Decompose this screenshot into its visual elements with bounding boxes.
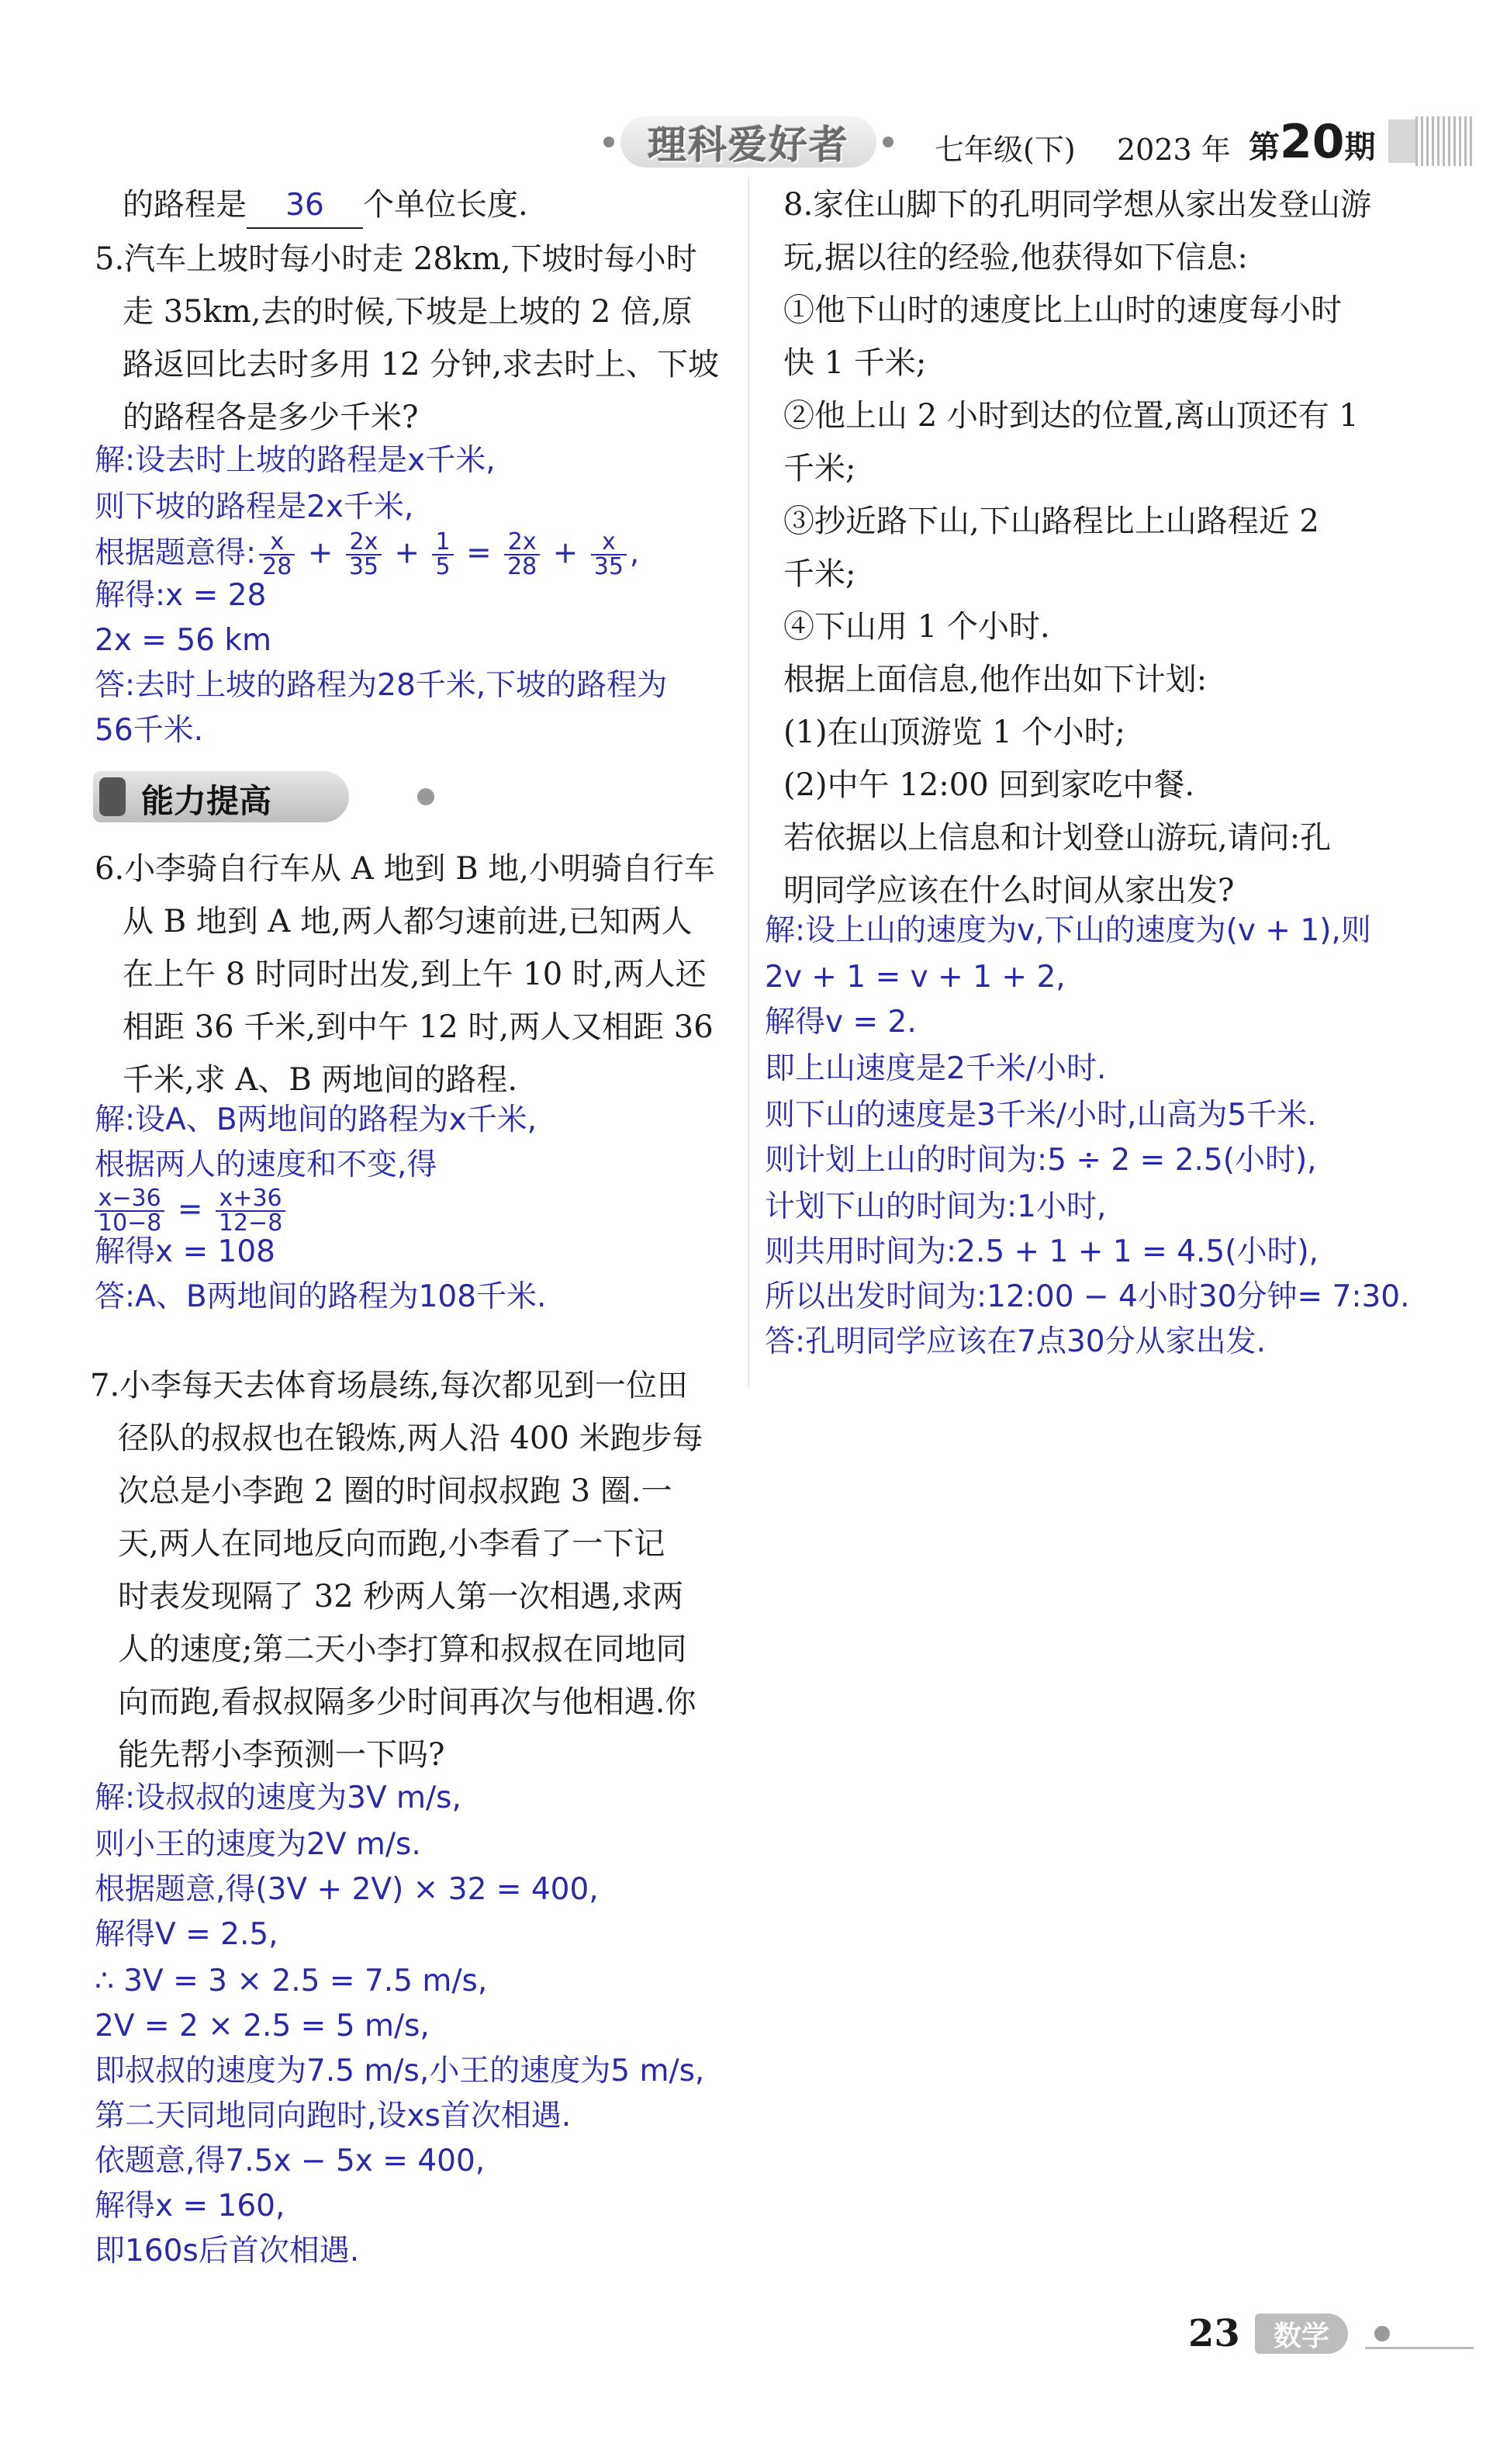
q8-solution-line: 则下山的速度是3千米/小时,山高为5千米. xyxy=(765,1098,1317,1133)
q8-line: ④下山用 1 个小时. xyxy=(783,609,1050,645)
year-label: 2023 年 xyxy=(1117,133,1231,167)
fraction-denominator: 12−8 xyxy=(218,1210,283,1237)
q5-line: 5.汽车上坡时每小时走 28km,下坡时每小时 xyxy=(95,241,697,277)
q8-line: ③抄近路下山,下山路程比上山路程近 2 xyxy=(783,504,1319,539)
footer-rule xyxy=(1365,2347,1474,2349)
q6-solution-line: 解得x = 108 xyxy=(95,1234,275,1269)
q8-line: 千米; xyxy=(783,556,856,592)
q8-line: 玩,据以往的经验,他获得如下信息: xyxy=(783,240,1248,275)
q8-line: ②他上山 2 小时到达的位置,离山顶还有 1 xyxy=(783,398,1359,434)
fraction-numerator: x xyxy=(591,531,627,555)
q8-line: 千米; xyxy=(783,451,856,486)
fraction-numerator: 2x xyxy=(346,531,382,555)
header-decoration xyxy=(1388,119,1416,163)
bullet-icon xyxy=(603,137,614,147)
q8-line: (2)中午 12:00 回到家吃中餐. xyxy=(783,767,1195,803)
column-divider xyxy=(748,177,749,1387)
q6-line: 千米,求 A、B 两地间的路程. xyxy=(123,1062,518,1098)
q8-solution-line: 解:设上山的速度为v,下山的速度为(v + 1),则 xyxy=(765,913,1371,948)
q8-line: 快 1 千米; xyxy=(783,345,927,381)
fraction-denominator: 28 xyxy=(262,553,292,580)
q4-tail-text: 的路程是 xyxy=(123,187,247,223)
fraction-numerator: 2x xyxy=(504,531,540,555)
equation-prefix: 根据题意得: xyxy=(95,535,257,571)
q6-line: 6.小李骑自行车从 A 地到 B 地,小明骑自行车 xyxy=(95,851,716,887)
q8-solution-line: 即上山速度是2千米/小时. xyxy=(765,1051,1107,1086)
page-number: 23 xyxy=(1188,2312,1240,2355)
q6-solution-line: 解:设A、B两地间的路程为x千米, xyxy=(95,1102,537,1137)
q8-solution-line: 则计划上山的时间为:5 ÷ 2 = 2.5(小时), xyxy=(765,1143,1317,1178)
q7-solution-line: 依题意,得7.5x − 5x = 400, xyxy=(95,2144,486,2178)
bullet-icon xyxy=(883,137,893,147)
q7-solution-line: 第二天同地同向跑时,设xs首次相遇. xyxy=(95,2099,572,2134)
page-header xyxy=(589,115,1474,175)
fraction-numerator: x+36 xyxy=(216,1187,285,1212)
q7-line: 时表发现隔了 32 秒两人第一次相遇,求两 xyxy=(118,1579,684,1614)
q8-line: 若依据以上信息和计划登山游玩,请问:孔 xyxy=(783,820,1332,856)
q5-solution-line: 2x = 56 km xyxy=(95,623,271,658)
q4-tail xyxy=(123,183,528,229)
q7-solution-line: 即160s后首次相遇. xyxy=(95,2234,360,2268)
q5-solution-line: 解:设去时上坡的路程是x千米, xyxy=(95,443,496,478)
q8-solution-line: 答:孔明同学应该在7点30分从家出发. xyxy=(765,1324,1266,1359)
subject-tag: 数学 xyxy=(1255,2313,1348,2354)
issue-suffix: 期 xyxy=(1344,130,1376,165)
q5-solution-line: 56千米. xyxy=(95,713,204,748)
fraction-denominator: 5 xyxy=(435,553,451,580)
q7-line: 向而跑,看叔叔隔多少时间再次与他相遇.你 xyxy=(118,1684,696,1720)
q7-line: 人的速度;第二天小李打算和叔叔在同地同 xyxy=(118,1632,687,1667)
q7-line: 能先帮小李预测一下吗? xyxy=(118,1737,445,1773)
q5-line: 走 35km,去的时候,下坡是上坡的 2 倍,原 xyxy=(123,294,693,330)
q8-line: 8.家住山脚下的孔明同学想从家出发登山游 xyxy=(783,187,1372,223)
grade-label: 七年级(下) xyxy=(935,133,1076,167)
q7-solution-line: 解得x = 160, xyxy=(95,2189,285,2223)
q8-solution-line: 解得v = 2. xyxy=(765,1005,917,1040)
header-stripes xyxy=(1415,116,1474,166)
fraction-denominator: 10−8 xyxy=(98,1210,162,1237)
q7-solution-line: ∴ 3V = 3 × 2.5 = 7.5 m/s, xyxy=(95,1964,488,1999)
q6-line: 在上午 8 时同时出发,到上午 10 时,两人还 xyxy=(123,957,707,992)
q6-line: 相距 36 千米,到中午 12 时,两人又相距 36 xyxy=(123,1009,714,1045)
issue-prefix: 第 xyxy=(1249,130,1280,165)
q8-line: ①他下山时的速度比上山时的速度每小时 xyxy=(783,292,1342,328)
q8-line: 明同学应该在什么时间从家出发? xyxy=(783,873,1235,908)
q8-solution-line: 则共用时间为:2.5 + 1 + 1 = 4.5(小时), xyxy=(765,1234,1319,1269)
q6-solution-line: 答:A、B两地间的路程为108千米. xyxy=(95,1279,547,1314)
q7-solution-line: 即叔叔的速度为7.5 m/s,小王的速度为5 m/s, xyxy=(95,2054,705,2089)
issue-number: 20 xyxy=(1280,115,1345,169)
q7-line: 径队的叔叔也在锻炼,两人沿 400 米跑步每 xyxy=(118,1421,703,1456)
q5-equation: 根据题意得: $\frac{x}{28}$ + $\frac{2x}{35}$ + $\frac{1}{5}$ = $\frac{2x}{28}$ + $\frac{x}{35}$ , xyxy=(95,528,640,580)
q7-solution-line: 2V = 2 × 2.5 = 5 m/s, xyxy=(95,2009,430,2044)
q7-line: 7.小李每天去体育场晨练,每次都见到一位田 xyxy=(90,1368,688,1403)
q6-equation: $\frac{x-36}{10-8}$ = $\frac{x+36}{12-8}$ xyxy=(95,1187,289,1235)
q7-solution-line: 解得V = 2.5, xyxy=(95,1917,278,1952)
q8-line: 根据上面信息,他作出如下计划: xyxy=(783,662,1208,697)
q4-answer: 36 xyxy=(285,188,324,223)
section-title: 能力提高 xyxy=(141,782,272,820)
section-badge xyxy=(93,771,349,822)
q6-solution-line: 根据两人的速度和不变,得 xyxy=(95,1147,437,1182)
fraction-denominator: 35 xyxy=(593,553,624,580)
q7-line: 次总是小李跑 2 圈的时间叔叔跑 3 圈.一 xyxy=(118,1473,672,1509)
q7-solution-line: 根据题意,得(3V + 2V) × 32 = 400, xyxy=(95,1872,599,1907)
fraction-numerator: x−36 xyxy=(95,1187,164,1212)
q5-line: 路返回比去时多用 12 分钟,求去时上、下坡 xyxy=(123,347,720,382)
fraction-numerator: 1 xyxy=(432,531,453,555)
fraction-denominator: 35 xyxy=(348,553,378,580)
q8-solution-line: 所以出发时间为:12:00 − 4小时30分钟= 7:30. xyxy=(765,1279,1410,1314)
q7-line: 天,两人在同地反向而跑,小李看了一下记 xyxy=(118,1526,665,1562)
q4-tail-text-after: 个单位长度. xyxy=(363,187,528,223)
q7-solution-line: 解:设叔叔的速度为3V m/s, xyxy=(95,1781,461,1815)
q5-line: 的路程各是多少千米? xyxy=(123,400,419,435)
q4-answer-blank xyxy=(247,183,363,229)
q6-line: 从 B 地到 A 地,两人都匀速前进,已知两人 xyxy=(123,904,693,940)
q8-solution-line: 计划下山的时间为:1小时, xyxy=(765,1189,1107,1224)
q5-solution-line: 解得:x = 28 xyxy=(95,578,267,613)
q5-solution-line: 则下坡的路程是2x千米, xyxy=(95,490,414,524)
q7-solution-line: 则小王的速度为2V m/s. xyxy=(95,1827,421,1862)
issue-label xyxy=(1249,115,1376,169)
magazine-brand: 理科爱好者 xyxy=(620,116,876,168)
badge-tab-icon xyxy=(99,777,126,816)
q8-solution-line: 2v + 1 = v + 1 + 2, xyxy=(765,960,1066,995)
bullet-icon xyxy=(417,788,434,805)
bullet-icon xyxy=(1374,2326,1390,2341)
q8-line: (1)在山顶游览 1 个小时; xyxy=(783,715,1126,750)
fraction-denominator: 28 xyxy=(507,553,537,580)
fraction-numerator: x xyxy=(259,531,295,555)
q5-solution-line: 答:去时上坡的路程为28千米,下坡的路程为 xyxy=(95,668,668,703)
